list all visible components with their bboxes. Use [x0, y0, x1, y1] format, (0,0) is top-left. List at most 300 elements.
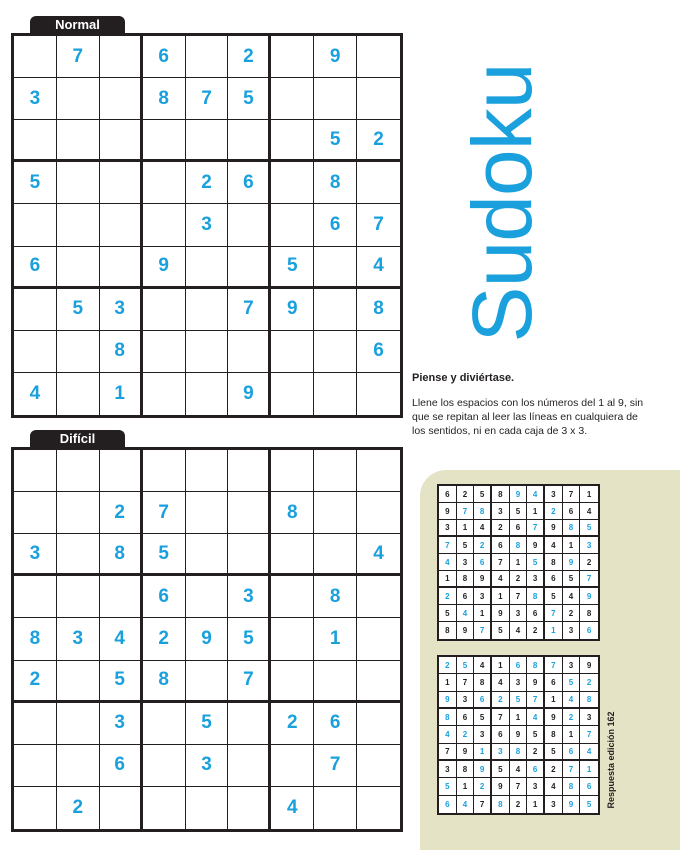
sudoku-cell[interactable]: 9 [271, 289, 314, 331]
solution-cell: 8 [545, 554, 563, 571]
solution-cell: 2 [439, 588, 457, 605]
solution-cell: 5 [492, 622, 510, 639]
sudoku-cell[interactable] [271, 162, 314, 204]
solution-cell: 3 [563, 657, 581, 674]
puzzle-tab-normal: Normal [30, 16, 125, 34]
sudoku-cell[interactable]: 4 [357, 534, 400, 576]
sudoku-cell[interactable] [57, 162, 100, 204]
sudoku-cell[interactable]: 6 [143, 576, 186, 618]
sudoku-cell[interactable] [57, 204, 100, 246]
sudoku-cell[interactable] [314, 331, 357, 373]
sudoku-cell[interactable] [186, 373, 229, 415]
sudoku-cell[interactable] [271, 36, 314, 78]
solution-cell: 4 [492, 674, 510, 691]
solution-cell: 3 [527, 571, 545, 588]
solution-cell: 9 [545, 520, 563, 537]
solution-cell: 3 [474, 726, 492, 743]
solution-cell: 2 [545, 503, 563, 520]
sudoku-cell[interactable]: 6 [100, 745, 143, 787]
sudoku-cell[interactable] [100, 36, 143, 78]
sudoku-cell[interactable] [100, 204, 143, 246]
sudoku-cell[interactable] [228, 745, 271, 787]
sudoku-cell[interactable] [57, 661, 100, 703]
solution-cell: 6 [545, 674, 563, 691]
solution-cell: 2 [563, 605, 581, 622]
solution-cell: 5 [474, 486, 492, 503]
solution-grid-1 [437, 484, 600, 641]
sudoku-cell[interactable] [357, 618, 400, 660]
sudoku-cell[interactable] [57, 373, 100, 415]
sudoku-cell[interactable]: 2 [271, 703, 314, 745]
sudoku-cell[interactable]: 9 [143, 247, 186, 289]
sudoku-cell[interactable] [186, 576, 229, 618]
solution-cell: 9 [527, 674, 545, 691]
sudoku-cell[interactable]: 8 [100, 331, 143, 373]
solution-cell: 5 [492, 761, 510, 778]
sudoku-cell[interactable] [314, 787, 357, 829]
sudoku-cell[interactable]: 9 [228, 373, 271, 415]
sudoku-cell[interactable]: 3 [14, 534, 57, 576]
solution-cell: 4 [474, 657, 492, 674]
sudoku-cell[interactable] [314, 78, 357, 120]
sudoku-cell[interactable]: 3 [14, 78, 57, 120]
sudoku-cell[interactable] [57, 78, 100, 120]
solution-cell: 1 [545, 692, 563, 709]
solution-cell: 3 [510, 605, 528, 622]
solution-cell: 8 [457, 761, 475, 778]
sudoku-cell[interactable] [57, 331, 100, 373]
solution-cell: 7 [545, 605, 563, 622]
solution-cell: 8 [457, 571, 475, 588]
solution-cell: 9 [439, 692, 457, 709]
solution-cell: 5 [527, 554, 545, 571]
solution-cell: 7 [439, 744, 457, 761]
solution-cell: 4 [492, 571, 510, 588]
sudoku-cell[interactable] [271, 120, 314, 162]
solution-cell: 8 [580, 605, 598, 622]
sudoku-cell[interactable] [228, 120, 271, 162]
solution-cell: 3 [492, 503, 510, 520]
instructions-heading: Piense y diviértase. [412, 372, 515, 384]
sudoku-cell[interactable]: 2 [57, 787, 100, 829]
solution-cell: 3 [439, 520, 457, 537]
sudoku-cell[interactable] [57, 120, 100, 162]
sudoku-cell[interactable]: 7 [143, 492, 186, 534]
solution-cell: 8 [474, 503, 492, 520]
solution-cell: 2 [580, 554, 598, 571]
sudoku-cell[interactable] [14, 492, 57, 534]
sudoku-cell[interactable] [314, 373, 357, 415]
solution-cell: 7 [457, 503, 475, 520]
sudoku-cell[interactable] [357, 703, 400, 745]
solution-cell: 6 [492, 537, 510, 554]
solution-cell: 8 [563, 520, 581, 537]
sudoku-cell[interactable]: 8 [143, 661, 186, 703]
sudoku-cell[interactable] [14, 36, 57, 78]
solution-cell: 1 [510, 709, 528, 726]
sudoku-cell[interactable] [143, 120, 186, 162]
sudoku-cell[interactable]: 6 [314, 703, 357, 745]
title-container [455, 63, 549, 342]
sudoku-cell[interactable] [57, 576, 100, 618]
sudoku-cell[interactable]: 4 [357, 247, 400, 289]
sudoku-cell[interactable] [57, 745, 100, 787]
solution-cell: 3 [563, 622, 581, 639]
sudoku-cell[interactable]: 8 [271, 492, 314, 534]
solution-cell: 1 [563, 726, 581, 743]
sudoku-cell[interactable] [143, 373, 186, 415]
sudoku-cell[interactable] [314, 289, 357, 331]
sudoku-cell[interactable] [228, 331, 271, 373]
sudoku-cell[interactable] [357, 492, 400, 534]
solution-cell: 6 [439, 796, 457, 813]
solution-cell: 8 [527, 588, 545, 605]
sudoku-cell[interactable] [271, 331, 314, 373]
sudoku-cell[interactable]: 8 [314, 576, 357, 618]
sudoku-cell[interactable] [100, 450, 143, 492]
sudoku-cell[interactable] [228, 204, 271, 246]
sudoku-cell[interactable] [57, 450, 100, 492]
solution-cell: 8 [545, 726, 563, 743]
solution-cell: 4 [545, 778, 563, 795]
solution-cell: 8 [474, 674, 492, 691]
solution-cell: 1 [492, 657, 510, 674]
sudoku-cell[interactable] [143, 289, 186, 331]
sudoku-cell[interactable]: 2 [357, 120, 400, 162]
solution-cell: 6 [492, 726, 510, 743]
sudoku-cell[interactable]: 3 [186, 745, 229, 787]
solution-cell: 6 [563, 744, 581, 761]
solution-cell: 5 [510, 692, 528, 709]
sudoku-cell[interactable]: 3 [186, 204, 229, 246]
solution-cell: 5 [457, 537, 475, 554]
sudoku-cell[interactable]: 5 [100, 661, 143, 703]
solution-cell: 9 [580, 588, 598, 605]
sudoku-cell[interactable] [186, 661, 229, 703]
solution-cell: 5 [527, 726, 545, 743]
sudoku-cell[interactable] [271, 450, 314, 492]
solution-cell: 4 [527, 486, 545, 503]
sudoku-cell[interactable]: 5 [14, 162, 57, 204]
sudoku-cell[interactable] [314, 661, 357, 703]
solution-cell: 5 [563, 571, 581, 588]
sudoku-cell[interactable]: 4 [271, 787, 314, 829]
sudoku-cell[interactable]: 5 [271, 247, 314, 289]
solution-cell: 2 [545, 761, 563, 778]
solution-cell: 6 [563, 503, 581, 520]
solution-cell: 1 [457, 520, 475, 537]
sudoku-cell[interactable]: 3 [100, 289, 143, 331]
sudoku-cell[interactable]: 4 [100, 618, 143, 660]
sudoku-cell[interactable]: 7 [314, 745, 357, 787]
solution-cell: 3 [580, 537, 598, 554]
sudoku-cell[interactable]: 5 [314, 120, 357, 162]
sudoku-cell[interactable]: 7 [228, 289, 271, 331]
solution-cell: 2 [510, 571, 528, 588]
solution-cell: 6 [586, 626, 592, 635]
sudoku-cell[interactable]: 6 [143, 36, 186, 78]
sudoku-cell[interactable] [100, 78, 143, 120]
solution-cell: 5 [545, 744, 563, 761]
sudoku-cell[interactable] [228, 787, 271, 829]
solution-cell: 9 [474, 571, 492, 588]
sudoku-cell[interactable] [357, 661, 400, 703]
sudoku-cell[interactable]: 5 [228, 78, 271, 120]
sudoku-cell[interactable] [100, 247, 143, 289]
solution-cell: 9 [527, 537, 545, 554]
solution-cell: 1 [510, 554, 528, 571]
sudoku-cell[interactable] [357, 36, 400, 78]
sudoku-cell[interactable] [14, 120, 57, 162]
sudoku-cell[interactable] [14, 745, 57, 787]
solution-cell: 6 [457, 709, 475, 726]
solution-cell: 8 [510, 537, 528, 554]
sudoku-cell[interactable] [14, 331, 57, 373]
solution-cell: 4 [510, 622, 528, 639]
sudoku-cell[interactable] [228, 703, 271, 745]
solution-cell: 9 [439, 503, 457, 520]
sudoku-cell[interactable] [271, 78, 314, 120]
solution-cell: 7 [563, 761, 581, 778]
sudoku-cell[interactable] [357, 373, 400, 415]
solution-cell: 4 [510, 761, 528, 778]
solution-cell: 5 [586, 799, 592, 809]
sudoku-cell[interactable] [357, 162, 400, 204]
solution-cell: 7 [527, 520, 545, 537]
sudoku-cell[interactable] [57, 534, 100, 576]
sudoku-cell[interactable]: 8 [314, 162, 357, 204]
solution-cell: 6 [527, 605, 545, 622]
sudoku-cell[interactable] [357, 576, 400, 618]
solution-cell: 7 [492, 709, 510, 726]
sudoku-cell[interactable] [314, 492, 357, 534]
sudoku-cell[interactable] [271, 534, 314, 576]
sudoku-cell[interactable] [186, 36, 229, 78]
sudoku-cell[interactable]: 8 [143, 78, 186, 120]
sudoku-cell[interactable] [14, 703, 57, 745]
sudoku-cell[interactable] [143, 787, 186, 829]
sudoku-cell[interactable] [228, 534, 271, 576]
sudoku-cell[interactable] [228, 247, 271, 289]
sudoku-cell[interactable]: 3 [57, 618, 100, 660]
solution-cell: 6 [527, 761, 545, 778]
solution-cell: 3 [457, 554, 475, 571]
sudoku-cell[interactable] [357, 787, 400, 829]
solution-cell: 7 [474, 796, 492, 813]
solution-cell: 4 [527, 709, 545, 726]
sudoku-cell[interactable] [357, 745, 400, 787]
solution-cell: 5 [439, 605, 457, 622]
sudoku-cell[interactable] [314, 534, 357, 576]
sudoku-cell[interactable]: 7 [228, 661, 271, 703]
sudoku-cell[interactable] [186, 492, 229, 534]
sudoku-cell[interactable] [271, 745, 314, 787]
sudoku-cell[interactable]: 5 [186, 703, 229, 745]
solution-cell: 7 [439, 537, 457, 554]
sudoku-cell[interactable] [271, 204, 314, 246]
sudoku-cell[interactable] [143, 745, 186, 787]
solution-cell: 4 [439, 554, 457, 571]
solution-cell: 6 [510, 657, 528, 674]
instructions-text: Llene los espacios con los números del 1 al 9, sin que se repitan al leer las líneas en cualquiera de los sentidos, ni en cada caja de 3 x 3. [412, 397, 644, 437]
sudoku-cell[interactable] [14, 204, 57, 246]
sudoku-cell[interactable]: 2 [100, 492, 143, 534]
solution-cell: 7 [580, 571, 598, 588]
solution-cell: 9 [492, 778, 510, 795]
solution-cell: 6 [474, 554, 492, 571]
answers-label-container [602, 700, 620, 820]
sudoku-cell[interactable] [143, 162, 186, 204]
sudoku-cell[interactable]: 6 [14, 247, 57, 289]
sudoku-cell[interactable] [357, 450, 400, 492]
sudoku-cell[interactable] [186, 247, 229, 289]
sudoku-grid-normal [11, 33, 403, 418]
sudoku-cell[interactable] [100, 120, 143, 162]
solution-cell: 1 [439, 674, 457, 691]
solution-cell: 3 [527, 778, 545, 795]
sudoku-cell[interactable] [143, 450, 186, 492]
solution-cell: 4 [563, 588, 581, 605]
sudoku-cell[interactable]: 8 [100, 534, 143, 576]
solution-cell: 8 [492, 486, 510, 503]
solution-cell: 5 [474, 709, 492, 726]
solution-cell: 3 [492, 744, 510, 761]
sudoku-cell[interactable] [271, 618, 314, 660]
solution-cell: 9 [457, 744, 475, 761]
solution-cell: 2 [474, 537, 492, 554]
sudoku-cell[interactable]: 7 [186, 78, 229, 120]
solution-cell: 8 [527, 657, 545, 674]
sudoku-cell[interactable] [186, 787, 229, 829]
sudoku-cell[interactable] [14, 450, 57, 492]
solution-cell: 9 [563, 554, 581, 571]
solution-cell: 7 [457, 674, 475, 691]
solution-cell: 7 [563, 486, 581, 503]
sudoku-cell[interactable]: 5 [228, 618, 271, 660]
solution-cell: 5 [510, 503, 528, 520]
sudoku-cell[interactable] [186, 534, 229, 576]
sudoku-cell[interactable] [14, 576, 57, 618]
sudoku-cell[interactable]: 2 [228, 36, 271, 78]
sudoku-cell[interactable] [57, 247, 100, 289]
sudoku-cell[interactable]: 4 [14, 373, 57, 415]
sudoku-cell[interactable] [228, 450, 271, 492]
solution-cell: 9 [457, 622, 475, 639]
sudoku-cell[interactable] [186, 289, 229, 331]
solution-grid-2 [437, 655, 600, 815]
solution-cell: 1 [527, 503, 545, 520]
sudoku-cell[interactable]: 9 [186, 618, 229, 660]
solution-cell: 7 [492, 554, 510, 571]
sudoku-cell[interactable] [186, 450, 229, 492]
solution-cell: 2 [492, 692, 510, 709]
solution-cell: 3 [580, 709, 598, 726]
sudoku-cell[interactable]: 3 [228, 576, 271, 618]
sudoku-cell[interactable] [314, 450, 357, 492]
sudoku-cell[interactable]: 2 [14, 661, 57, 703]
solution-cell: 4 [580, 503, 598, 520]
solution-cell: 8 [510, 744, 528, 761]
solution-cell: 2 [439, 657, 457, 674]
sudoku-cell[interactable] [100, 576, 143, 618]
sudoku-cell[interactable] [271, 576, 314, 618]
solution-cell: 2 [527, 744, 545, 761]
sudoku-cell[interactable] [57, 703, 100, 745]
sudoku-cell[interactable] [271, 661, 314, 703]
solution-cell: 2 [474, 778, 492, 795]
solution-cell: 3 [457, 692, 475, 709]
solution-cell: 7 [510, 588, 528, 605]
sudoku-cell[interactable]: 8 [357, 289, 400, 331]
solution-cell: 5 [439, 778, 457, 795]
sudoku-cell[interactable]: 2 [143, 618, 186, 660]
solution-cell: 2 [492, 520, 510, 537]
solution-cell: 1 [457, 778, 475, 795]
solution-cell: 9 [474, 761, 492, 778]
solution-cell: 4 [580, 744, 598, 761]
sudoku-cell[interactable] [314, 247, 357, 289]
sudoku-cell[interactable]: 2 [186, 162, 229, 204]
solution-cell: 1 [545, 622, 563, 639]
sudoku-cell[interactable] [357, 78, 400, 120]
sudoku-cell[interactable] [57, 492, 100, 534]
solution-cell: 6 [545, 571, 563, 588]
solution-cell: 5 [457, 657, 475, 674]
sudoku-cell[interactable]: 3 [100, 703, 143, 745]
sudoku-cell[interactable]: 1 [100, 373, 143, 415]
solution-cell: 9 [492, 605, 510, 622]
sudoku-cell[interactable] [100, 162, 143, 204]
solution-cell: 1 [492, 588, 510, 605]
solution-cell: 4 [474, 520, 492, 537]
solution-cell: 5 [563, 674, 581, 691]
sudoku-cell[interactable]: 1 [314, 618, 357, 660]
sudoku-cell[interactable] [14, 787, 57, 829]
solution-cell: 8 [563, 778, 581, 795]
solution-cell: 1 [474, 744, 492, 761]
sudoku-cell[interactable] [143, 331, 186, 373]
sudoku-cell[interactable] [186, 331, 229, 373]
solution-cell: 8 [580, 692, 598, 709]
sudoku-cell[interactable] [228, 492, 271, 534]
sudoku-cell[interactable]: 7 [357, 204, 400, 246]
sudoku-cell[interactable] [143, 204, 186, 246]
solution-cell: 6 [474, 692, 492, 709]
sudoku-cell[interactable]: 7 [57, 36, 100, 78]
solution-cell: 9 [510, 726, 528, 743]
solution-cell: 2 [457, 726, 475, 743]
sudoku-cell[interactable]: 6 [314, 204, 357, 246]
solution-cell: 6 [439, 486, 457, 503]
solution-cell: 2 [527, 622, 545, 639]
sudoku-cell[interactable] [271, 373, 314, 415]
sudoku-cell[interactable] [186, 120, 229, 162]
solution-cell: 6 [510, 520, 528, 537]
sudoku-cell[interactable]: 8 [14, 618, 57, 660]
sudoku-cell[interactable]: 5 [143, 534, 186, 576]
sudoku-cell[interactable]: 9 [314, 36, 357, 78]
solution-cell: 7 [510, 778, 528, 795]
solution-cell: 1 [439, 571, 457, 588]
sudoku-cell[interactable]: 6 [357, 331, 400, 373]
solution-cell: 2 [580, 674, 598, 691]
sudoku-cell[interactable]: 6 [228, 162, 271, 204]
sudoku-cell[interactable]: 5 [57, 289, 100, 331]
sudoku-cell[interactable] [100, 787, 143, 829]
solution-cell: 2 [457, 486, 475, 503]
sudoku-cell[interactable] [14, 289, 57, 331]
sudoku-cell[interactable] [143, 703, 186, 745]
